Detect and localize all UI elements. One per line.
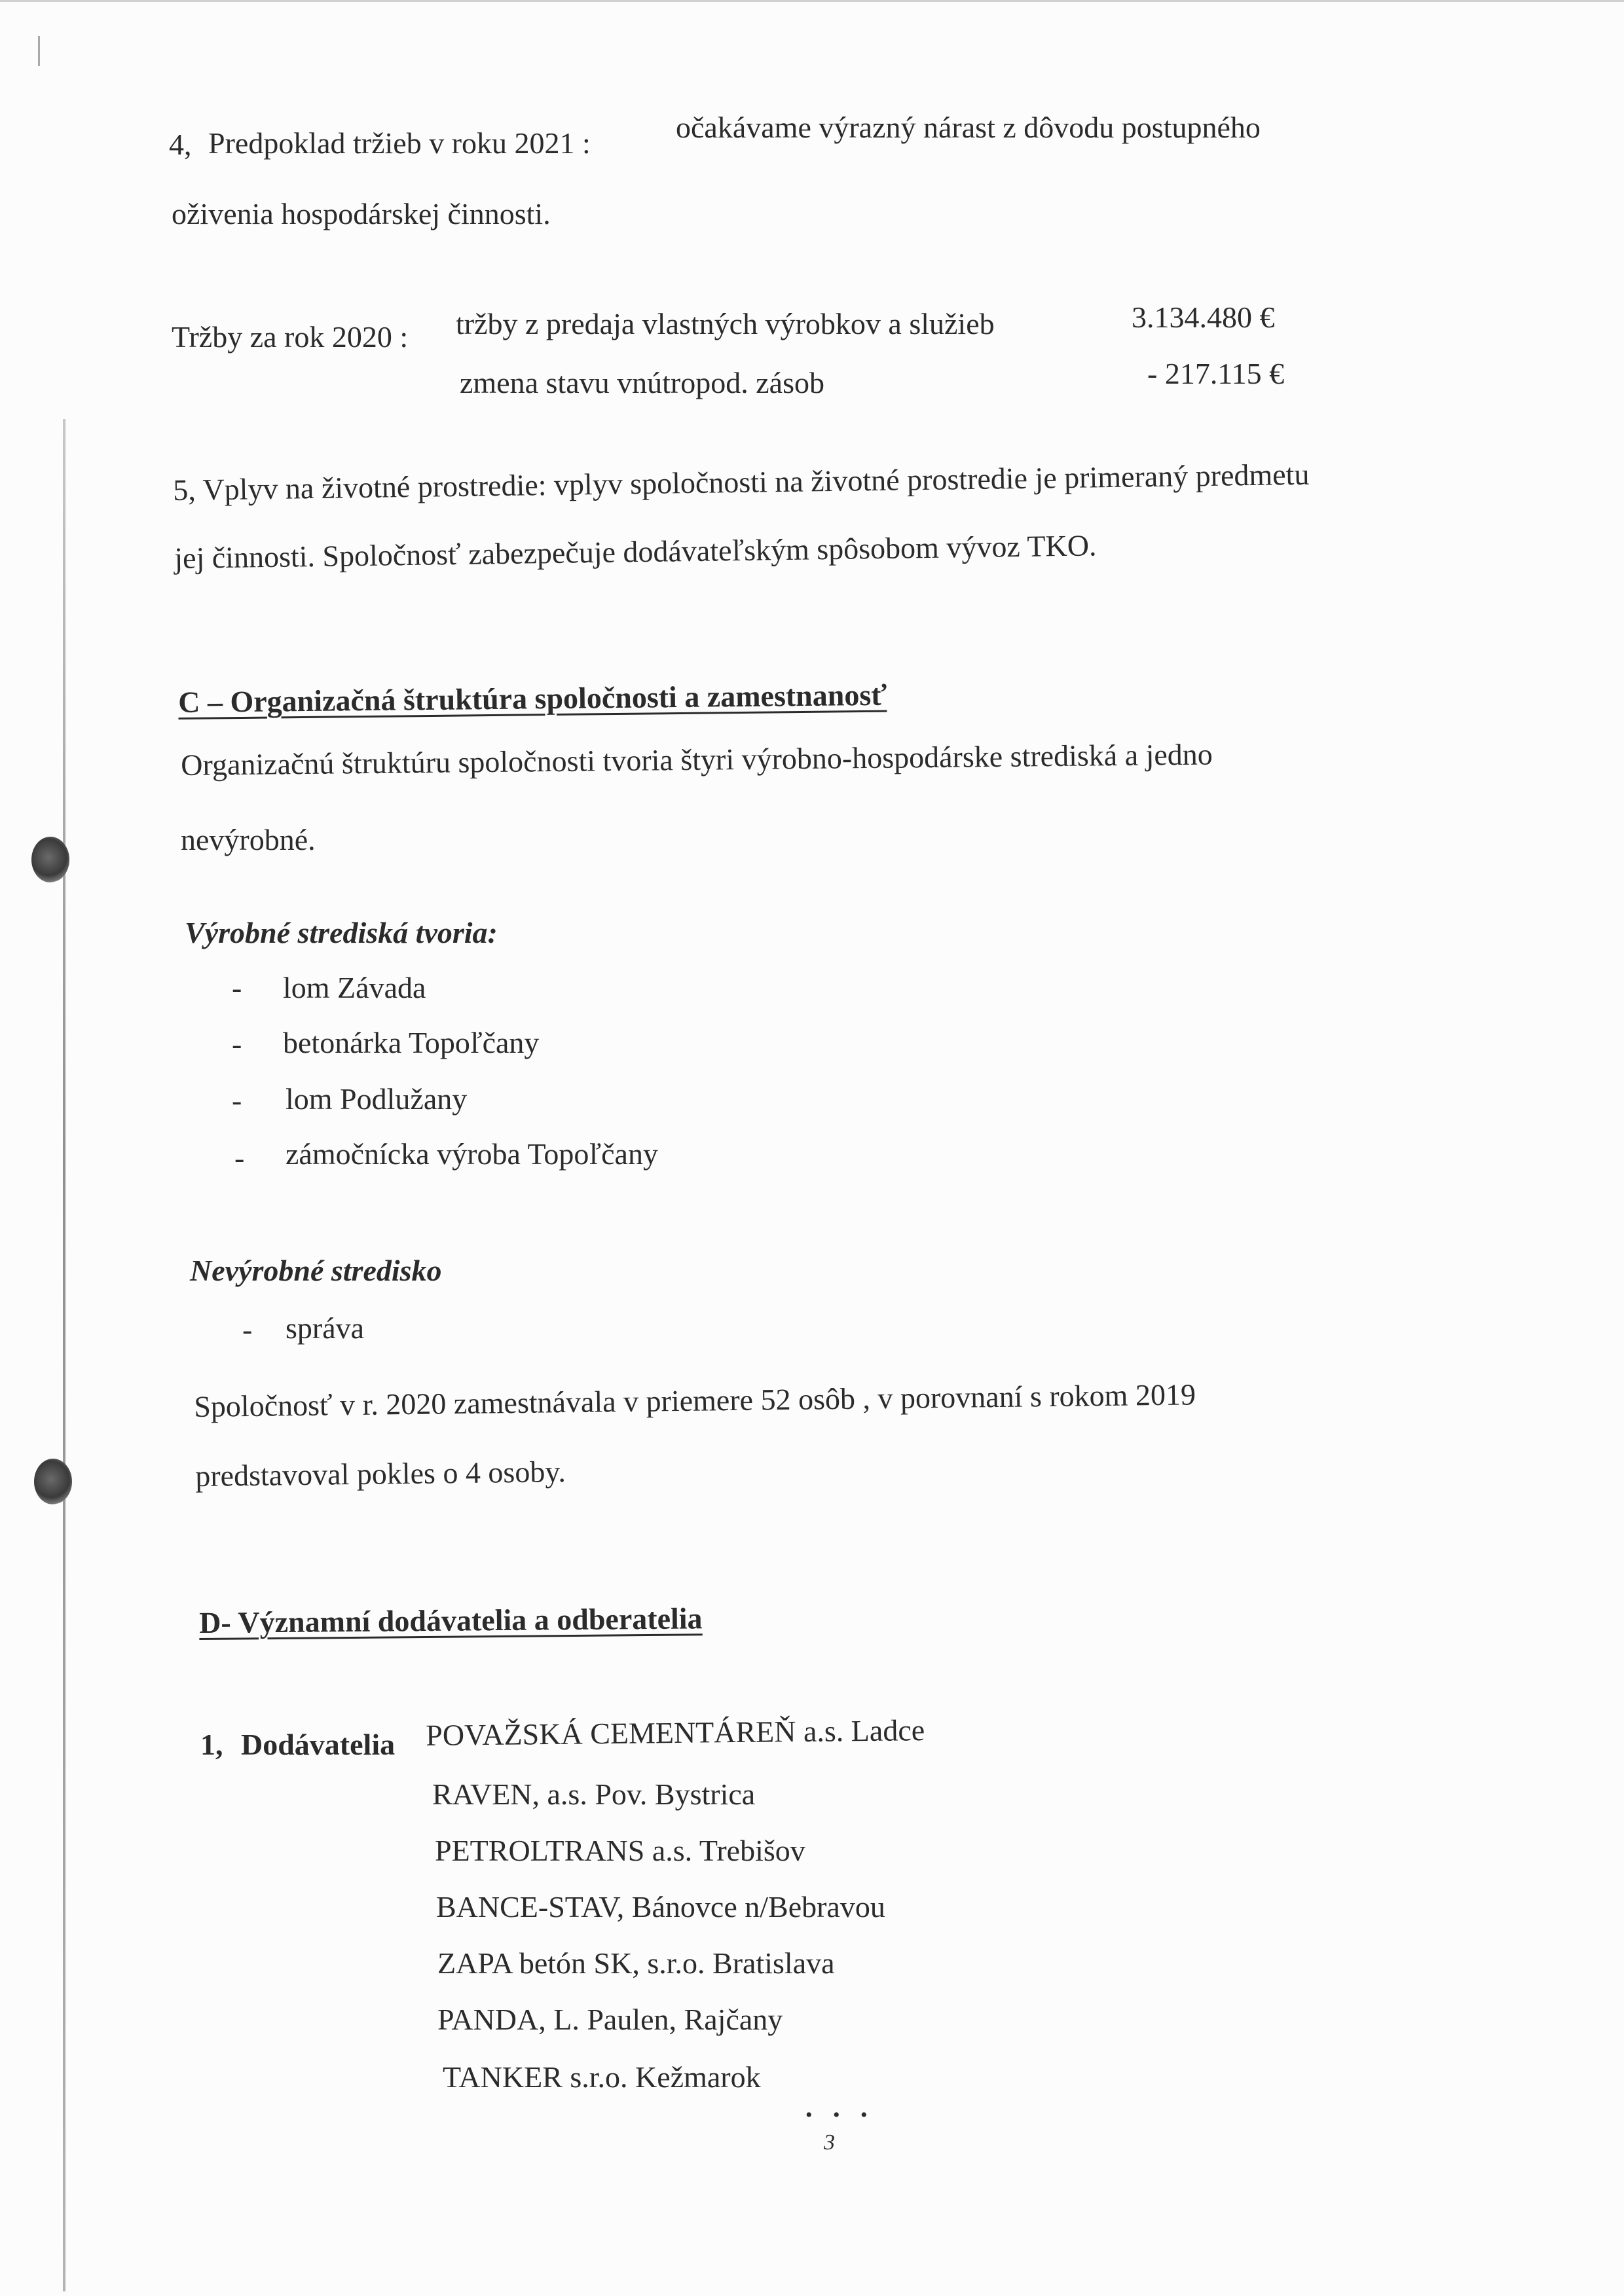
list-bullet: - [232, 1084, 242, 1117]
section-d-heading: D- Významní dodávatelia a odberatelia [198, 1601, 703, 1639]
supplier-item: ZAPA betón SK, s.r.o. Bratislava [437, 1946, 835, 1980]
item5-line2: jej činnosti. Spoločnosť zabezpečuje dodávateľským spôsobom vývoz TKO. [174, 528, 1097, 575]
supplier-item: RAVEN, a.s. Pov. Bystrica [432, 1777, 756, 1811]
page-number: 3 [824, 2130, 835, 2155]
binder-line [63, 419, 65, 2291]
list-item: lom Podlužany [286, 1082, 468, 1116]
production-heading: Výrobné strediská tvoria: [185, 916, 498, 949]
section-c-intro-line1: Organizačnú štruktúru spoločnosti tvoria štyri výrobno-hospodárske strediská a jedno [180, 737, 1213, 782]
item4-number: 4, [169, 128, 192, 161]
list-bullet: - [232, 971, 242, 1004]
list-item: správa [286, 1311, 365, 1345]
suppliers-label: Dodávatelia [241, 1728, 396, 1761]
revenue-row-label: tržby z predaja vlastných výrobkov a služieb [456, 307, 995, 340]
revenue-row-label: zmena stavu vnútropod. zásob [460, 366, 824, 399]
supplier-item: BANCE-STAV, Bánovce n/Bebravou [436, 1890, 885, 1923]
supplier-item: PETROLTRANS a.s. Trebišov [435, 1834, 805, 1867]
employment-line1: Spoločnosť v r. 2020 zamestnávala v priemere 52 osôb , v porovnaní s rokom 2019 [193, 1377, 1196, 1423]
section-c-heading: C – Organizačná štruktúra spoločnosti a zamestnanosť [177, 678, 887, 719]
revenue-label: Tržby za rok 2020 : [172, 320, 409, 354]
revenue-row-value: - 217.115 € [1147, 357, 1285, 390]
item4-text-line1: očakávame výrazný nárast z dôvodu postupného [676, 111, 1261, 144]
supplier-item: POVAŽSKÁ CEMENTÁREŇ a.s. Ladce [425, 1713, 925, 1752]
punch-hole-top [31, 837, 69, 883]
nonproduction-heading: Nevýrobné stredisko [190, 1254, 442, 1287]
supplier-item: PANDA, L. Paulen, Rajčany [437, 2003, 783, 2036]
continuation-marker: • • • [805, 2104, 876, 2126]
employment-line2: predstavoval pokles o 4 osoby. [194, 1455, 566, 1493]
supplier-item-number: 1, [200, 1728, 223, 1761]
revenue-row-value: 3.134.480 € [1132, 301, 1275, 334]
list-bullet: - [242, 1313, 253, 1346]
list-item: lom Závada [283, 971, 426, 1004]
item5-line1: 5, Vplyv na životné prostredie: vplyv spoločnosti na životné prostredie je primeraný predmetu [172, 457, 1310, 507]
scan-top-edge [0, 0, 1624, 2]
scan-mark [38, 36, 40, 66]
item4-text-line2: oživenia hospodárskej činnosti. [172, 197, 551, 230]
list-item: zámočnícka výroba Topoľčany [286, 1137, 658, 1171]
section-c-intro-line2: nevýrobné. [181, 823, 316, 856]
punch-hole-bottom [34, 1459, 72, 1504]
list-bullet: - [232, 1027, 242, 1061]
item4-label: Predpoklad tržieb v roku 2021 : [208, 126, 591, 160]
supplier-item: TANKER s.r.o. Kežmarok [443, 2060, 761, 2094]
list-bullet: - [234, 1141, 245, 1175]
list-item: betonárka Topoľčany [283, 1026, 540, 1059]
